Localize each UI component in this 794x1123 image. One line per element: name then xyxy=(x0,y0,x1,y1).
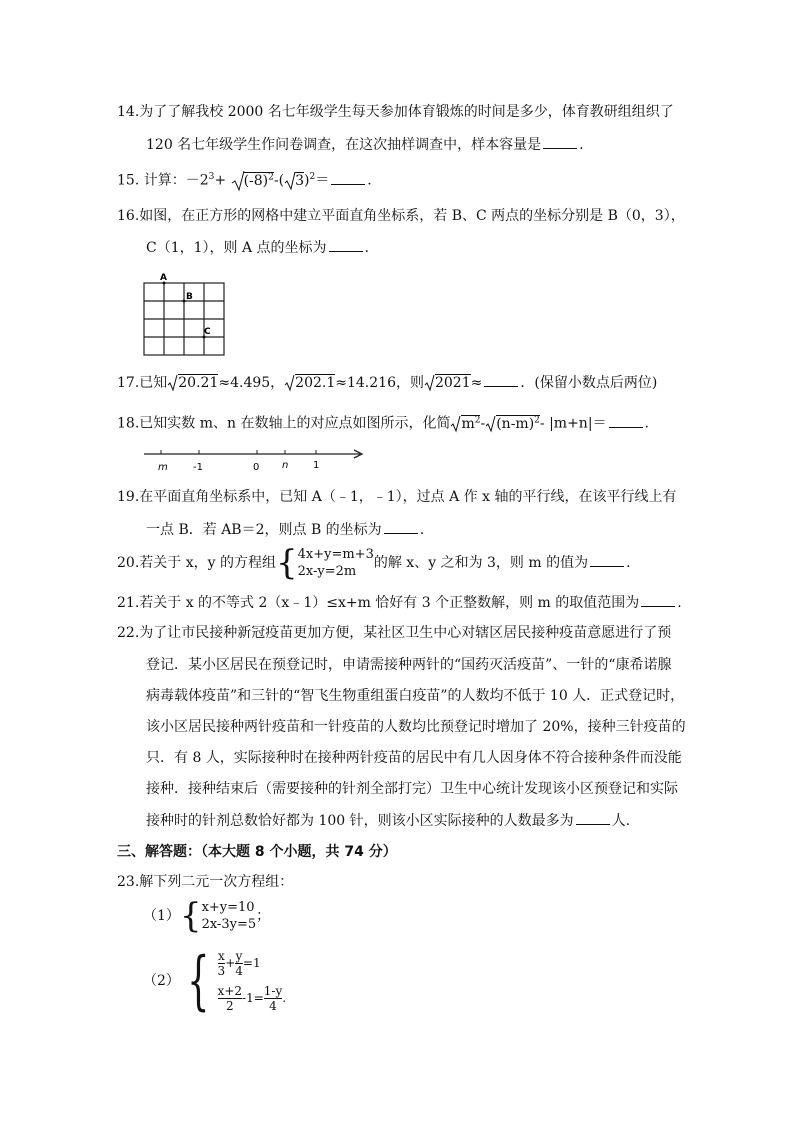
q23-number: 23. xyxy=(117,874,140,890)
q17-t3: ≈ xyxy=(470,375,483,391)
q18-minus: - xyxy=(480,415,486,432)
answer-blank[interactable] xyxy=(641,592,675,607)
q17-r1: 20.21 xyxy=(178,375,219,391)
q16-end: . xyxy=(364,240,369,256)
q20-pre: 若关于 x，y 的方程组 xyxy=(139,555,276,571)
brace-icon: { xyxy=(275,543,298,583)
q15-radicand: $(-8)^2$ xyxy=(243,172,274,189)
part2-system: $\frac{x}{3}$ + $\frac{y}{4}$ =1 $\frac{x+2}{2}$ -1= $\frac{1-y}{4}$ . xyxy=(217,949,287,1013)
sqrt-sign-icon xyxy=(284,374,295,392)
brace-icon: { xyxy=(187,944,210,1018)
label-neg1: -1 xyxy=(193,462,203,473)
q18-end: . xyxy=(644,415,649,432)
q19-text1: 在平面直角坐标系中，已知 A（﹣1，﹣1），过点 A 作 x 轴的平行线，在该平行线上有 xyxy=(139,489,677,505)
q15-close: ) xyxy=(303,172,310,189)
q15-exp2: 2 xyxy=(309,172,316,182)
sqrt-sign-icon xyxy=(231,170,245,192)
q19-line1 xyxy=(117,487,676,507)
q20-number: 20. xyxy=(117,555,140,571)
q17-t2: ≈14.216，则 xyxy=(335,375,424,391)
sqrt-sign-icon xyxy=(450,415,461,433)
answer-blank[interactable] xyxy=(329,237,363,252)
q14-text2: 120 名七年级学生作问卷调查，在这次抽样调查中，样本容量是 xyxy=(146,137,542,153)
q17-line xyxy=(117,372,657,393)
q15-plus: + xyxy=(214,172,227,189)
q22-line0 xyxy=(117,623,671,643)
q14-end: . xyxy=(579,137,584,153)
q17-end: ．(保留小数点后两位) xyxy=(520,375,658,391)
q17-r3: 2021 xyxy=(434,375,471,391)
q22-text0: 为了让市民接种新冠疫苗更加方便，某社区卫生中心对辖区居民接种疫苗意愿进行了预 xyxy=(139,625,672,641)
sqrt-sign-icon xyxy=(424,374,435,392)
q20-line xyxy=(117,545,631,581)
answer-blank[interactable] xyxy=(484,372,518,387)
q17-r2: 202.1 xyxy=(295,375,336,391)
q15-minus: -( xyxy=(273,172,285,189)
q15-prefix: 计算：－2 xyxy=(143,172,209,189)
q20-post: 的解 x、y 之和为 3，则 m 的值为 xyxy=(373,555,589,571)
q14-text1: 为了了解我校 2000 名七年级学生每天参加体育锻炼的时间是多少，体育教研组组织了 xyxy=(139,104,674,120)
q17-pre: 已知 xyxy=(139,375,168,391)
q16-line2 xyxy=(146,237,369,258)
answer-blank[interactable] xyxy=(576,810,610,825)
q22-line6: 接种时的针剂总数恰好都为 100 针，则该小区实际接种的人数最多为 人. xyxy=(146,810,630,831)
q15-end: . xyxy=(367,172,372,189)
q18-number: 18. xyxy=(117,415,140,432)
answer-blank[interactable] xyxy=(543,134,577,149)
part1-label: （1） xyxy=(143,908,180,924)
q22-line2: 病毒载体疫苗”和三针的“智飞生物重组蛋白疫苗”的人数均不低于 10 人．正式登记时， xyxy=(146,688,685,704)
part2-label: （2） xyxy=(143,973,180,989)
label-c: C xyxy=(204,327,211,337)
q23-part2 xyxy=(143,941,286,1021)
grid-figure xyxy=(138,270,230,362)
number-line xyxy=(140,442,370,476)
q19-end: . xyxy=(419,522,425,538)
q22-number: 22. xyxy=(117,625,140,641)
label-one: 1 xyxy=(313,460,320,471)
q17-t1: ≈4.495， xyxy=(218,375,285,391)
label-n: n xyxy=(282,460,289,471)
q16-number: 16. xyxy=(117,208,140,224)
label-zero: 0 xyxy=(253,462,260,473)
q22-line4: 只．有 8 人，实际接种时在接种两针疫苗的居民中有几人因身体不符合接种条件而没能 xyxy=(146,750,682,766)
q21-number: 21. xyxy=(117,595,140,611)
q14-line1 xyxy=(117,102,674,122)
q16-line1 xyxy=(117,206,685,226)
q16-text2: C（1，1），则 A 点的坐标为 xyxy=(146,240,327,256)
label-b: B xyxy=(186,292,193,302)
q20-end: . xyxy=(626,555,631,571)
q20-system: 4x+y=m+3 2x-y=2m xyxy=(297,547,374,579)
q14-number: 14. xyxy=(117,104,140,120)
q22-line5: 接种．接种结束后（需要接种的针剂全部打完）卫生中心统计发现该小区预登记和实际 xyxy=(146,781,678,797)
part1-system: x+y=10 2x-3y=5 xyxy=(201,900,257,932)
q18-text: 已知实数 m、n 在数轴上的对应点如图所示，化简 xyxy=(139,415,451,432)
q21-end: . xyxy=(677,595,682,611)
q23-text: 解下列二元一次方程组： xyxy=(139,874,294,890)
q18-r1: $m^2$ xyxy=(461,415,481,432)
q21-text: 若关于 x 的不等式 2（x﹣1）≤x+m 恰好有 3 个正整数解，则 m 的取值范围为 xyxy=(139,595,640,611)
q19-number: 19. xyxy=(117,489,140,505)
q23-line xyxy=(117,872,293,892)
section-title: 三、解答题：（本大题 8 个小题，共 74 分） xyxy=(117,844,397,860)
q15-eq: ＝ xyxy=(315,172,330,189)
q15-root3: 3 xyxy=(295,172,304,189)
q18-line xyxy=(117,410,649,434)
q19-line2 xyxy=(146,519,424,540)
q15-number: 15. xyxy=(117,172,140,189)
q17-number: 17. xyxy=(117,375,140,391)
answer-blank[interactable] xyxy=(590,552,624,567)
q22-line1: 登记．某小区居民在预登记时，申请需接种两针的“国药灭活疫苗”、一针的“康希诺腺 xyxy=(146,657,672,673)
grid-lines xyxy=(144,283,224,355)
q15-line xyxy=(117,167,372,192)
q22-end: 人. xyxy=(611,813,631,829)
label-a: A xyxy=(160,273,167,283)
q18-r2: $(n-m)^2$ xyxy=(496,415,540,432)
answer-blank[interactable] xyxy=(384,519,418,534)
q21-line xyxy=(117,592,682,613)
q14-line2 xyxy=(146,134,584,155)
q18-tail: - |m+n|＝ xyxy=(539,415,607,432)
part1-end: ； xyxy=(256,908,271,924)
q23-part1 xyxy=(143,897,270,935)
answer-blank[interactable] xyxy=(609,413,643,428)
q16-text1: 如图，在正方形的网格中建立平面直角坐标系，若 B、C 两点的坐标分别是 B（0，3）， xyxy=(139,208,685,224)
brace-icon: { xyxy=(179,896,202,936)
sqrt-sign-icon xyxy=(485,415,496,433)
q22-line3: 该小区居民接种两针疫苗和一针疫苗的人数均比预登记时增加了 20%，接种三针疫苗的 xyxy=(146,719,686,735)
answer-blank[interactable] xyxy=(331,170,365,185)
label-m: m xyxy=(158,462,168,473)
q15-exp: 3 xyxy=(208,172,215,182)
sqrt-sign-icon xyxy=(167,374,178,392)
q19-text2: 一点 B．若 AB＝2，则点 B 的坐标为 xyxy=(146,522,382,538)
